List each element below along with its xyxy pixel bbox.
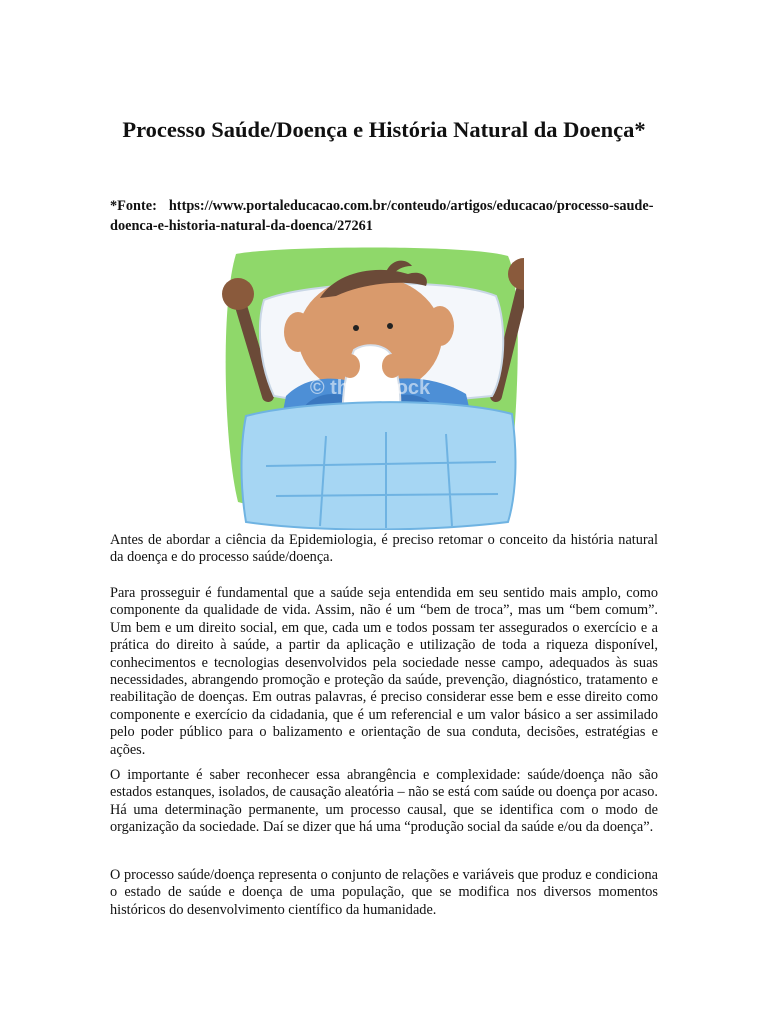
document-title: Processo Saúde/Doença e História Natural da Doença* xyxy=(122,117,646,142)
source-url[interactable]: https://www.portaleducacao.com.br/conteudo/artigos/educacao/processo-saude-doenca-e-historia-natural-da-doenca/27261 xyxy=(110,198,654,234)
source-label: *Fonte: xyxy=(110,198,157,214)
paragraph-3: O importante é saber reconhecer essa abrangência e complexidade: saúde/doença não são estados estanques, isolados, de causação aleatória – não se está com saúde ou doença por acaso. Há uma determinação permanente, um processo causal, que se identifica com o modo de organização da sociedade. Daí se dizer que há uma “produção social da saúde e/ou da doença”. xyxy=(110,767,658,836)
paragraph-4: O processo saúde/doença representa o conjunto de relações e variáveis que produz e condiciona o estado de saúde e doença de uma população, que se modifica nos diversos momentos históricos do desenvolvimento científico da humanidade. xyxy=(110,867,658,918)
watermark-text: © thinkstock xyxy=(309,377,431,399)
source-citation xyxy=(110,196,658,236)
paragraph-1: Antes de abordar a ciência da Epidemiologia, é preciso retomar o conceito da história natural da doença e do processo saúde/doença. xyxy=(110,532,658,566)
paragraph-2: Para prosseguir é fundamental que a saúde seja entendida em seu sentido mais amplo, como componente da qualidade de vida. Assim, não é um “bem de troca”, mas um “bem comum”. Um bem e um direito social, em que, cada um e todos possam ter assegurados o exercício e a prática do direito à saúde, a partir da aplicação e utilização de toda a riqueza disponível, conhecimentos e tecnologias desenvolvidos pela sociedade nesse campo, adequados às suas necessidades, abrangendo promoção e proteção da saúde, prevenção, diagnóstico, tratamento e reabilitação de doenças. Em outras palavras, é preciso considerar esse bem e esse direito como componente e exercício da cidadania, que é um referencial e um valor básico a ser assimilado pelo poder público para o balizamento e orientação de sua conduta, decisões, estratégias e ações. xyxy=(110,585,658,758)
sick-child-in-bed-illustration xyxy=(216,246,524,530)
